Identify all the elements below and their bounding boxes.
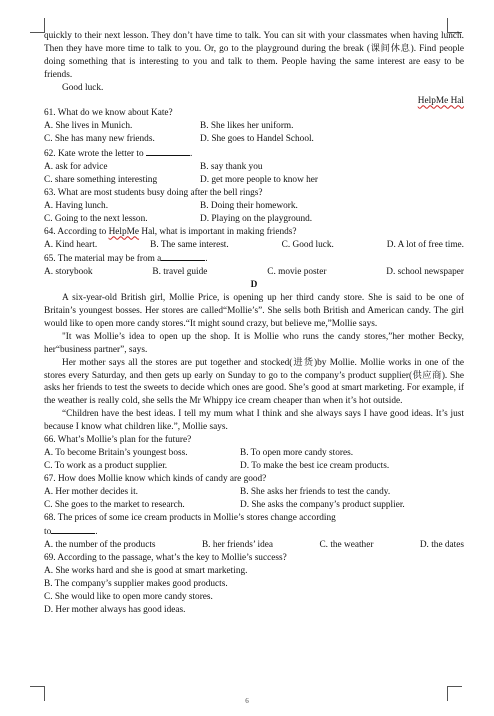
page-number: 6 <box>245 697 249 705</box>
q69-option-c[interactable]: C. She would like to open more candy stores. <box>44 591 213 602</box>
q63-option-c[interactable]: C. Going to the next lesson. <box>44 213 148 224</box>
question-63-options <box>44 200 464 226</box>
question-62-options <box>44 161 464 187</box>
question-67-options <box>44 486 464 512</box>
passage-paragraph-1: A six-year-old British girl, Mollie Price, is opening up her third candy store. She is said to be one of Britain’s youngest bosses. Her stores are called“Mollie’s”. She sells both British and American candy. The girl would like to open more candy stores.“It might sound crazy, but believe me,”Mollie says. <box>44 293 464 329</box>
letter-signature <box>44 95 464 108</box>
q61-option-c[interactable]: C. She has many new friends. <box>44 134 155 145</box>
q68-option-b[interactable]: B. her friends’ idea <box>201 540 274 551</box>
q62-blank <box>146 146 190 156</box>
q65-blank <box>161 251 205 261</box>
passage-paragraph-3: Her mother says all the stores are put together and stocked(进货)by Mollie. Mollie works in one of the stores every Saturday, and then gets up early on Sunday to go to the company’s product supplier(供应商). She asks her friends to test the sweets to decide which ones are good. She’s good at smart marketing. For example, if the weather is really cold, she sells the Mr Whippy ice cream cheaper than when it’s hot outside. <box>44 357 464 407</box>
q69-option-d[interactable]: D. Her mother always has good ideas. <box>44 604 186 615</box>
question-67-stem: 67. How does Mollie know which kinds of candy are good? <box>44 473 267 484</box>
q64-option-d[interactable]: D. A lot of free time. <box>386 239 464 250</box>
question-64-options <box>44 239 464 252</box>
q69-option-b[interactable]: B. The company’s supplier makes good products. <box>44 579 228 590</box>
letter-continuation: quickly to their next lesson. They don’t have time to talk. You can sit with your classmates when having lunch. Then they have more time to talk to you. Or, go to the playground during the break (课间休息). Find people doing something that is interesting to you and talk to them. People having the same interest are easy to be friends. <box>44 31 464 80</box>
q63-option-d[interactable]: D. Playing on the playground. <box>200 213 313 224</box>
q68-stem-to: to <box>44 527 52 538</box>
q65-option-a[interactable]: A. storybook <box>44 267 93 278</box>
q63-option-a[interactable]: A. Having lunch. <box>44 200 109 211</box>
q67-option-d[interactable]: D. She asks the company’s product supplier. <box>240 499 405 510</box>
q68-option-a[interactable]: A. the number of the products <box>44 540 156 551</box>
q68-option-d[interactable]: D. the dates <box>419 540 464 551</box>
q61-option-d[interactable]: D. She goes to Handel School. <box>200 134 314 145</box>
q66-option-b[interactable]: B. To open more candy stores. <box>240 448 354 458</box>
q67-option-a[interactable]: A. Her mother decides it. <box>44 486 138 497</box>
q65-stem-text: 65. The material may be from a <box>44 254 162 265</box>
question-61-stem: 61. What do we know about Kate? <box>44 108 173 119</box>
q67-option-c[interactable]: C. She goes to the market to research. <box>44 499 185 510</box>
question-68-stem-cont <box>44 524 464 539</box>
q68-stem-end: . <box>95 527 98 538</box>
q68-option-c[interactable]: C. the weather <box>319 540 374 551</box>
question-68-stem: 68. The prices of some ice cream products in Mollie’s stores change according <box>44 512 336 523</box>
question-65-options <box>44 266 464 279</box>
q67-option-b[interactable]: B. She asks her friends to test the candy. <box>240 486 391 497</box>
question-62-stem <box>44 146 464 161</box>
q65-option-d[interactable]: D. school newspaper <box>386 267 464 278</box>
q62-option-c[interactable]: C. share something interesting <box>44 174 158 185</box>
q62-option-a[interactable]: A. ask for advice <box>44 162 108 173</box>
q61-option-a[interactable]: A. She lives in Munich. <box>44 121 133 132</box>
q68-blank <box>51 524 95 534</box>
q64-stem-end: Hal, what is important in making friends? <box>139 226 297 237</box>
question-63-stem: 63. What are most students busy doing after the bell rings? <box>44 187 263 198</box>
question-61-options <box>44 120 464 146</box>
question-69-stem: 69. According to the passage, what’s the key to Mollie’s success? <box>44 553 287 564</box>
letter-closing: Good luck. <box>62 82 104 93</box>
q65-option-c[interactable]: C. movie poster <box>267 267 327 278</box>
q63-option-b[interactable]: B. Doing their homework. <box>200 200 298 211</box>
signature-name: HelpMe Hal <box>417 95 464 106</box>
q66-option-a[interactable]: A. To become Britain’s youngest boss. <box>44 448 188 458</box>
q66-option-c[interactable]: C. To work as a product supplier. <box>44 460 168 471</box>
q62-option-b[interactable]: B. say thank you <box>200 162 263 173</box>
q69-option-a[interactable]: A. She works hard and she is good at smart marketing. <box>44 566 248 577</box>
passage-paragraph-2: "It was Mollie’s idea to open up the shop. It is Mollie who runs the candy stores,”her mother Becky, her“business partner”, says. <box>44 331 464 355</box>
q64-option-a[interactable]: A. Kind heart. <box>44 239 98 250</box>
question-64-stem <box>44 226 464 239</box>
q62-option-d[interactable]: D. get more people to know her <box>200 174 318 185</box>
question-65-stem <box>44 251 464 266</box>
q64-option-b[interactable]: B. The same interest. <box>150 239 229 250</box>
crop-mark-top-left <box>30 18 45 33</box>
passage-paragraph-4: “Children have the best ideas. I tell my mum what I think and she always says I have good ideas. It’s just because I know what children like.”, Mollie says. <box>44 409 464 433</box>
q64-option-c[interactable]: C. Good luck. <box>281 239 334 250</box>
q62-stem-text: 62. Kate wrote the letter to <box>44 149 146 160</box>
question-66-options <box>44 447 464 473</box>
exam-page <box>44 30 464 617</box>
q66-option-d[interactable]: D. To make the best ice cream products. <box>240 460 390 471</box>
q62-stem-end: . <box>189 149 193 160</box>
q61-option-b[interactable]: B. She likes her uniform. <box>200 121 294 132</box>
question-66-stem: 66. What’s Mollie’s plan for the future? <box>44 435 192 446</box>
q64-stem-text: 64. According to <box>44 226 109 237</box>
q65-option-b[interactable]: B. travel guide <box>152 267 208 278</box>
question-68-options <box>44 539 464 552</box>
q64-stem-name: HelpMe <box>108 226 140 237</box>
q65-stem-end: . <box>205 254 208 265</box>
section-heading: D <box>250 280 258 291</box>
